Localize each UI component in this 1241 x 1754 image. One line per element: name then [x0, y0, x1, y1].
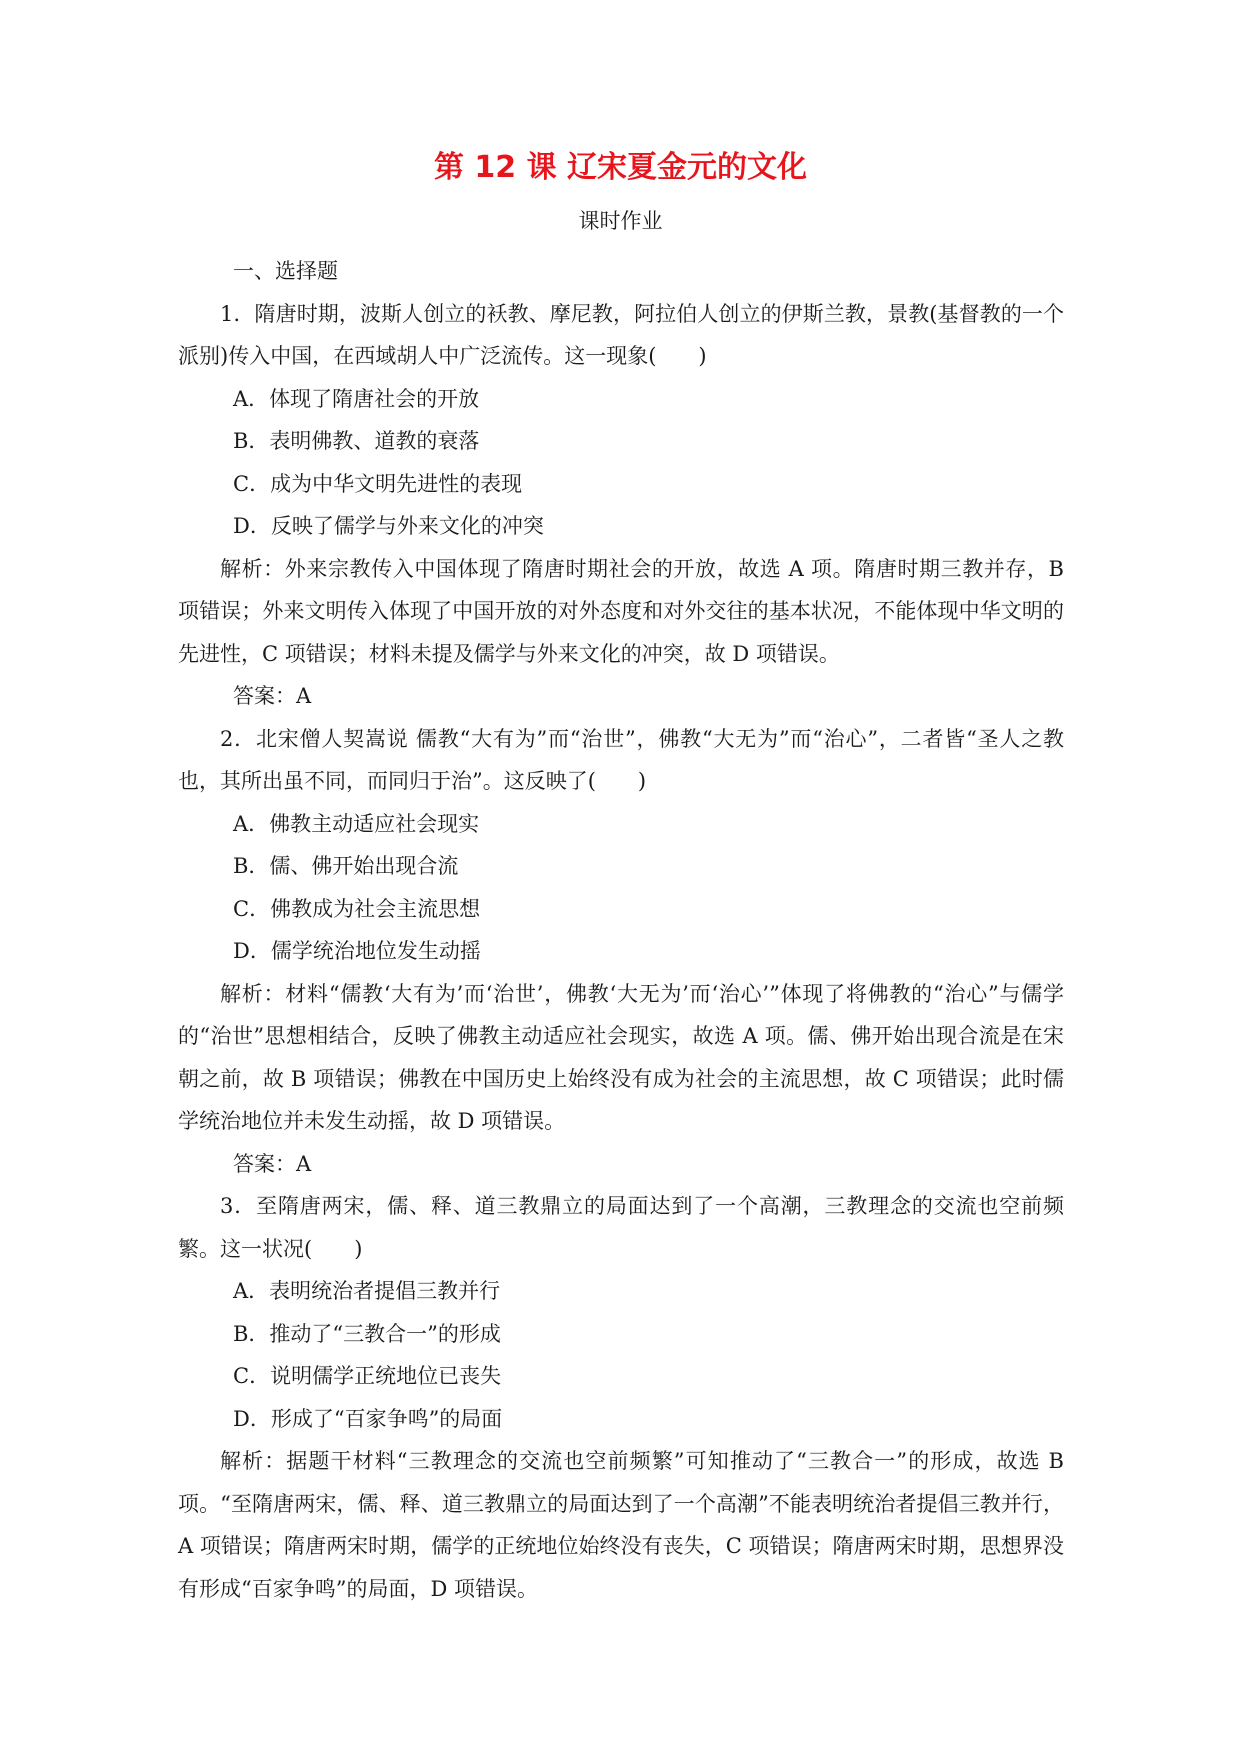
question-stem: 3．至隋唐两宋，儒、释、道三教鼎立的局面达到了一个高潮，三教理念的交流也空前频繁。这一状况( )	[178, 1194, 1064, 1261]
option-d: D．形成了“百家争鸣”的局面	[233, 1406, 503, 1431]
option-c: C．成为中华文明先进性的表现	[233, 471, 523, 496]
option-c: C．佛教成为社会主流思想	[233, 896, 481, 921]
option-c: C．说明儒学正统地位已丧失	[233, 1364, 502, 1388]
option-b: B．儒、佛开始出现合流	[233, 854, 459, 878]
section-heading: 一、选择题	[233, 259, 338, 283]
page-title: 第 12 课 辽宋夏金元的文化	[433, 150, 808, 185]
option-a: A．体现了隋唐社会的开放	[233, 386, 480, 411]
question-stem: 1．隋唐时期，波斯人创立的袄教、摩尼教，阿拉伯人创立的伊斯兰教，景教(基督教的一个派别)传入中国，在西域胡人中广泛流传。这一现象( )	[178, 301, 1064, 368]
option-a: A．表明统治者提倡三教并行	[233, 1279, 501, 1303]
question-answer: 答案：A	[233, 1151, 312, 1176]
page-subtitle: 课时作业	[578, 209, 663, 233]
question-answer: 答案：A	[233, 684, 312, 708]
option-d: D．反映了儒学与外来文化的冲突	[233, 514, 544, 538]
document-body	[178, 250, 1064, 1610]
option-b: B．表明佛教、道教的衰落	[233, 429, 480, 453]
option-d: D．儒学统治地位发生动摇	[233, 939, 481, 963]
question-analysis: 解析：外来宗教传入中国体现了隋唐时期社会的开放，故选 A 项。隋唐时期三教并存，B 项错误；外来文明传入体现了中国开放的对外态度和对外交往的基本状况，不能体现中华文明的先进性，C 项错误；材料未提及儒学与外来文化的冲突，故 D 项错误。	[178, 556, 1064, 666]
question-analysis: 解析：据题干材料“三教理念的交流也空前频繁”可知推动了“三教合一”的形成，故选 B 项。“至隋唐两宋，儒、释、道三教鼎立的局面达到了一个高潮”不能表明统治者提倡三教并行，A 项错误；隋唐两宋时期，儒学的正统地位始终没有丧失，C 项错误；隋唐两宋时期，思想界没有形成“百家争鸣”的局面，D 项错误。	[178, 1449, 1064, 1601]
option-a: A．佛教主动适应社会现实	[233, 811, 480, 836]
question-analysis: 解析：材料“儒教‘大有为’而‘治世’，佛教‘大无为’而‘治心’”体现了将佛教的“治心”与儒学的“治世”思想相结合，反映了佛教主动适应社会现实，故选 A 项。儒、佛开始出现合流是在宋朝之前，故 B 项错误；佛教在中国历史上始终没有成为社会的主流思想，故 C 项错误；此时儒学统治地位并未发生动摇，故 D 项错误。	[178, 981, 1064, 1133]
question-stem: 2．北宋僧人契嵩说 儒教“大有为”而“治世”，佛教“大无为”而“治心”，二者皆“圣人之教也，其所出虽不同，而同归于治”。这反映了( )	[178, 726, 1064, 793]
option-b: B．推动了“三教合一”的形成	[233, 1321, 501, 1346]
